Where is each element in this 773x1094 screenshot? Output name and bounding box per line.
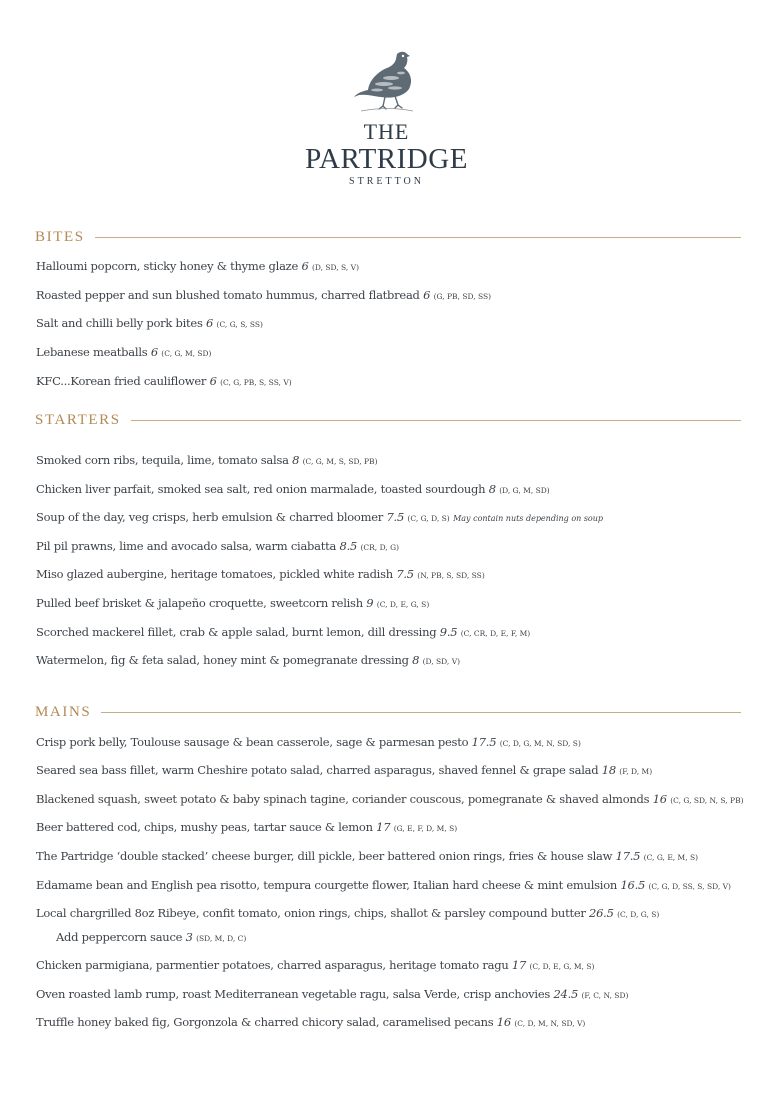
restaurant-logo [0, 48, 773, 189]
item-allergens: (C, CR, D, E, F, M) [460, 629, 531, 638]
item-allergens: (C, G, D, SS, S, SD, V) [648, 882, 731, 891]
menu-item: Scorched mackerel fillet, crab & apple salad, burnt lemon, dill dressing 9.5 (C, CR, D, E, F, M) [36, 625, 531, 639]
item-price: 24.5 [553, 987, 579, 1001]
item-allergens: (N, PB, S, SD, SS) [417, 571, 485, 580]
item-allergens: (G, E, F, D, M, S) [393, 824, 458, 833]
item-price: 3 [185, 930, 193, 944]
brand-name: PARTRIDGE [305, 143, 468, 175]
item-allergens: (C, D, G, S) [617, 910, 660, 919]
section-title: BITES [35, 228, 85, 245]
menu-item: Pulled beef brisket & jalapeño croquette, sweetcorn relish 9 (C, D, E, G, S) [36, 596, 430, 610]
menu-item: Roasted pepper and sun blushed tomato hummus, charred flatbread 6 (G, PB, SD, SS) [36, 288, 492, 302]
item-allergens: (C, D, E, G, S) [376, 600, 430, 609]
item-note: May contain nuts depending on soup [453, 514, 604, 523]
section-title: STARTERS [35, 411, 121, 428]
menu-item: Seared sea bass fillet, warm Cheshire potato salad, charred asparagus, shaved fennel & grape salad 18 (F, D, M) [36, 763, 653, 777]
menu-item: Watermelon, fig & feta salad, honey mint & pomegranate dressing 8 (D, SD, V) [36, 653, 461, 667]
item-price: 6 [423, 288, 431, 302]
item-price: 8 [412, 653, 420, 667]
item-allergens: (D, SD, S, V) [311, 263, 360, 272]
item-allergens: (C, G, D, S) [407, 514, 450, 523]
menu-item: Salt and chilli belly pork bites 6 (C, G, S, SS) [36, 316, 263, 330]
section-header-starters [35, 410, 741, 430]
item-price: 9 [366, 596, 374, 610]
item-allergens: (C, G, M, SD) [161, 349, 212, 358]
menu-item: Local chargrilled 8oz Ribeye, confit tomato, onion rings, chips, shallot & parsley compound butter 26.5 (C, D, G, S) [36, 906, 660, 920]
menu-item: Halloumi popcorn, sticky honey & thyme glaze 6 (D, SD, S, V) [36, 259, 360, 273]
item-price: 6 [206, 316, 214, 330]
menu-item: Lebanese meatballs 6 (C, G, M, SD) [36, 345, 212, 359]
item-allergens: (SD, M, D, C) [196, 934, 247, 943]
menu-item: Miso glazed aubergine, heritage tomatoes, pickled white radish 7.5 (N, PB, S, SD, SS) [36, 567, 485, 581]
menu-item: KFC...Korean fried cauliflower 6 (C, G, PB, S, SS, V) [36, 374, 292, 388]
item-price: 6 [301, 259, 309, 273]
item-price: 17 [511, 958, 527, 972]
item-allergens: (C, G, SD, N, S, PB) [670, 796, 744, 805]
menu-item: Beer battered cod, chips, mushy peas, tartar sauce & lemon 17 (G, E, F, D, M, S) [36, 820, 458, 834]
item-allergens: (C, G, PB, S, SS, V) [220, 378, 292, 387]
menu-item: Smoked corn ribs, tequila, lime, tomato salsa 8 (C, G, M, S, SD, PB) [36, 453, 378, 467]
menu-item: Truffle honey baked fig, Gorgonzola & charred chicory salad, caramelised pecans 16 (C, D, M, N, SD, V) [36, 1015, 586, 1029]
item-price: 17.5 [615, 849, 641, 863]
item-price: 8 [488, 482, 496, 496]
item-price: 6 [209, 374, 217, 388]
section-divider [131, 420, 741, 421]
item-allergens: (C, G, M, S, SD, PB) [302, 457, 378, 466]
menu-item: Crisp pork belly, Toulouse sausage & bean casserole, sage & parmesan pesto 17.5 (C, D, G, M, N, SD, S) [36, 735, 581, 749]
item-price: 7.5 [396, 567, 414, 581]
item-price: 8.5 [339, 539, 358, 553]
partridge-bird-icon [351, 48, 423, 118]
item-allergens: (D, SD, V) [422, 657, 461, 666]
item-allergens: (CR, D, G) [360, 543, 399, 552]
item-price: 18 [601, 763, 616, 777]
menu-item: Edamame bean and English pea risotto, tempura courgette flower, Italian hard cheese & mint emulsion 16.5 (C, G, D, SS, S, SD, V) [36, 878, 731, 892]
menu-item: Oven roasted lamb rump, roast Mediterranean vegetable ragu, salsa Verde, crisp anchovies 24.5 (F, C, N, SD) [36, 987, 629, 1001]
menu-item: Pil pil prawns, lime and avocado salsa, warm ciabatta 8.5 (CR, D, G) [36, 539, 399, 553]
item-allergens: (C, D, G, M, N, SD, S) [499, 739, 581, 748]
item-allergens: (C, G, E, M, S) [643, 853, 699, 862]
menu-item: Chicken liver parfait, smoked sea salt, red onion marmalade, toasted sourdough 8 (D, G, M, SD) [36, 482, 550, 496]
item-price: 8 [292, 453, 300, 467]
item-price: 17.5 [471, 735, 497, 749]
item-allergens: (F, D, M) [619, 767, 653, 776]
item-price: 16.5 [620, 878, 646, 892]
section-title: MAINS [35, 703, 92, 720]
item-price: 17 [376, 820, 391, 834]
section-divider [95, 237, 741, 238]
menu-item: Chicken parmigiana, parmentier potatoes, charred asparagus, heritage tomato ragu 17 (C, D, E, G, M, S) [36, 958, 595, 972]
item-price: 26.5 [589, 906, 614, 920]
item-price: 9.5 [439, 625, 458, 639]
item-price: 6 [150, 345, 158, 359]
item-price: 16 [496, 1015, 511, 1029]
brand-location: STRETTON [349, 176, 424, 187]
section-header-mains [35, 702, 741, 722]
menu-item-addon: Add peppercorn sauce 3 (SD, M, D, C) [56, 930, 247, 944]
brand-the: THE [363, 119, 410, 144]
menu-item: Soup of the day, veg crisps, herb emulsion & charred bloomer 7.5 (C, G, D, S) May contain nuts depending on soup [36, 510, 604, 524]
menu-item: Blackened squash, sweet potato & baby spinach tagine, coriander couscous, pomegranate & shaved almonds 16 (C, G, SD, N, S, PB) [36, 792, 744, 806]
item-allergens: (D, G, M, SD) [499, 486, 550, 495]
section-divider [101, 712, 741, 713]
section-header-bites [35, 227, 741, 247]
item-price: 7.5 [386, 510, 405, 524]
item-price: 16 [652, 792, 667, 806]
item-allergens: (C, D, M, N, SD, V) [514, 1019, 586, 1028]
item-allergens: (F, C, N, SD) [581, 991, 629, 1000]
item-allergens: (C, D, E, G, M, S) [529, 962, 595, 971]
item-allergens: (G, PB, SD, SS) [433, 292, 492, 301]
menu-item: The Partridge ‘double stacked’ cheese burger, dill pickle, beer battered onion rings, fries & house slaw 17.5 (C, G, E, M, S) [36, 849, 699, 863]
item-allergens: (C, G, S, SS) [216, 320, 263, 329]
